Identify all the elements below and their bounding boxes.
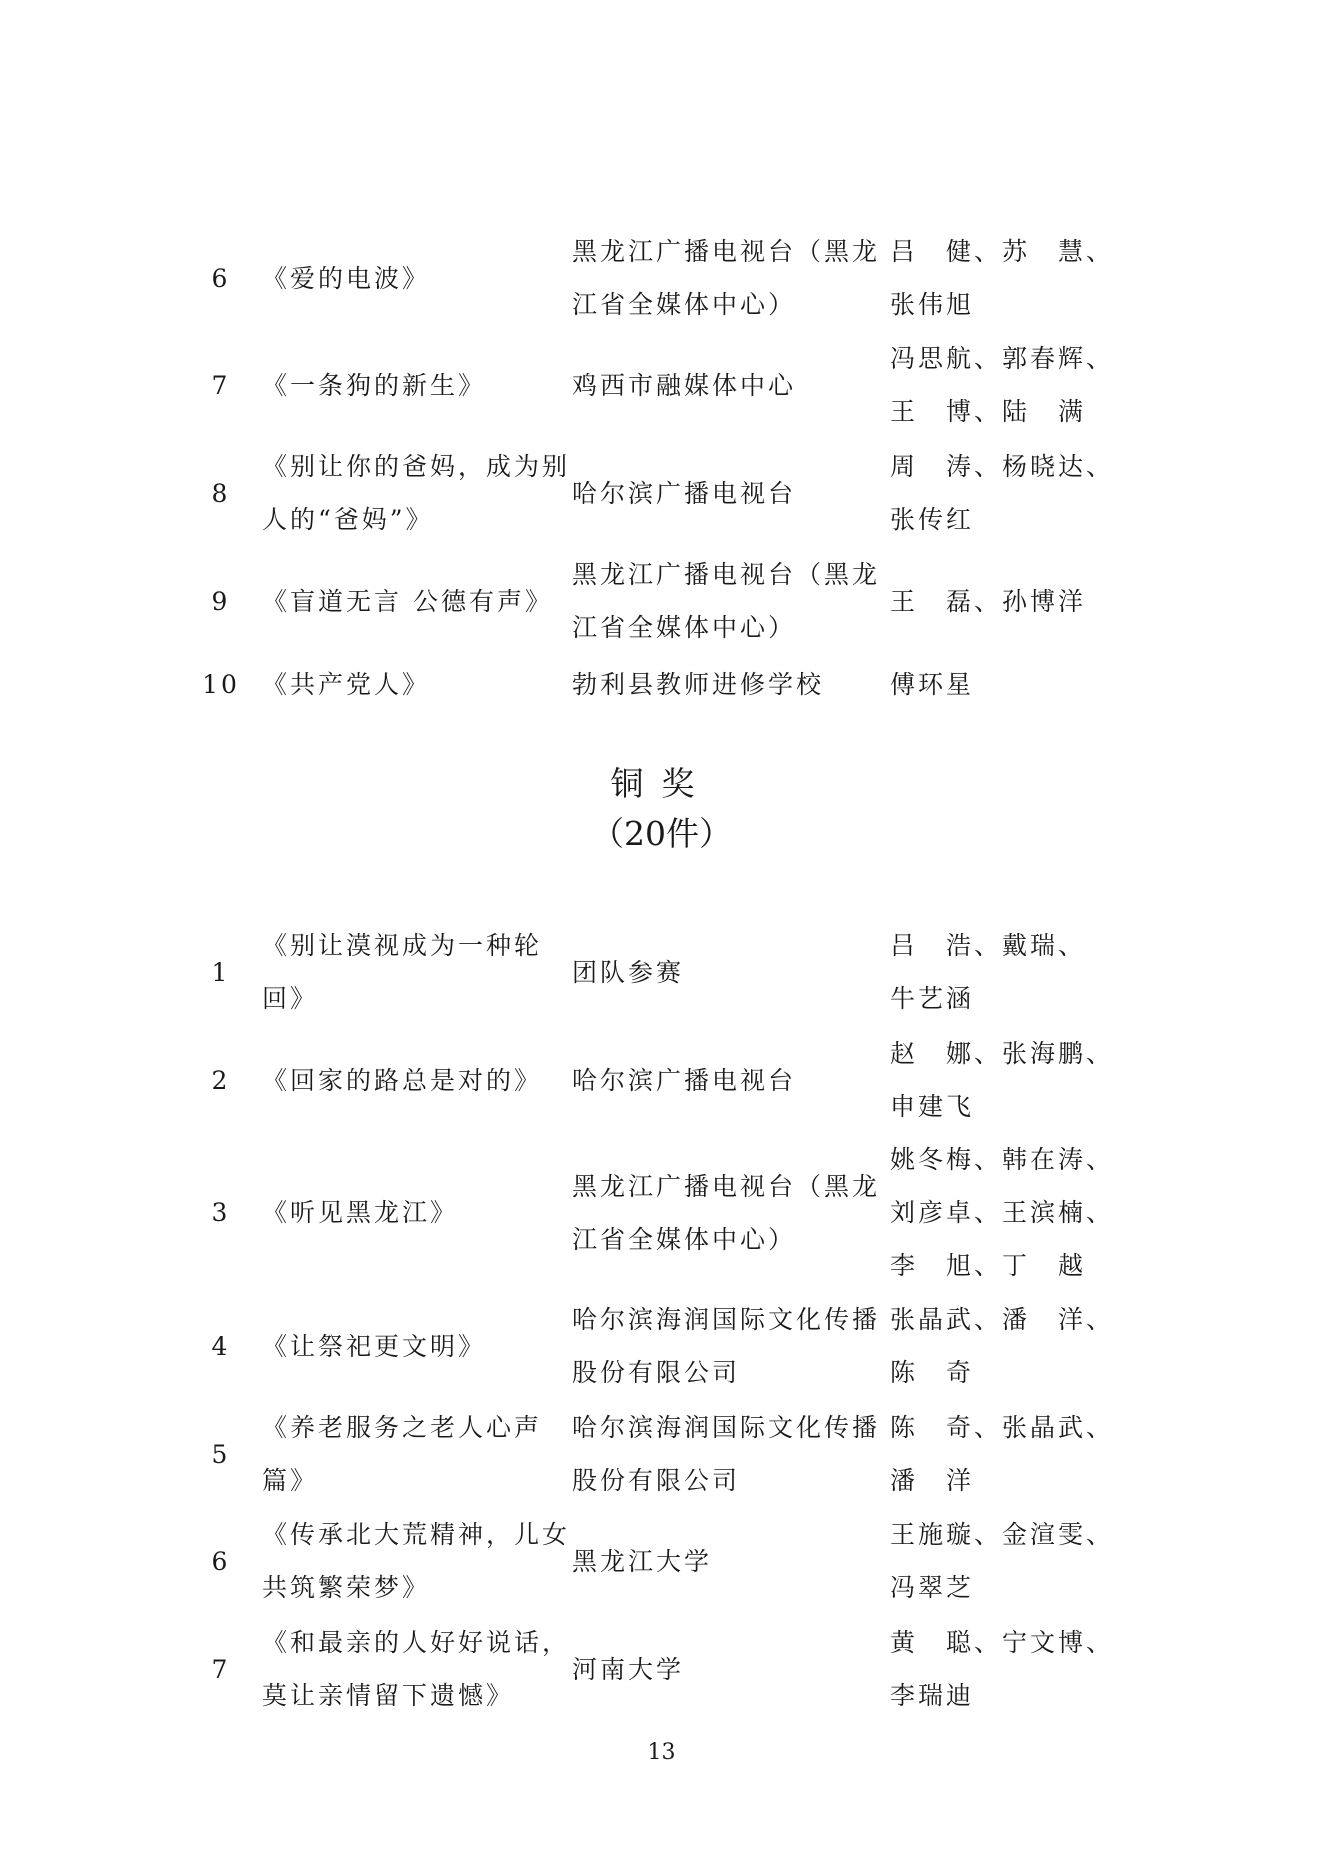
entry-organization-line: 黑龙江大学 [572, 1546, 713, 1576]
entry-number-line: 10 [202, 669, 240, 699]
entry-title [262, 1292, 562, 1400]
entry-title-line: 《别让漠视成为一种轮 [262, 931, 543, 960]
entry-organization-line: 股份有限公司 [572, 1358, 741, 1387]
entry-organization [572, 548, 882, 654]
entry-number [200, 1133, 242, 1292]
entry-authors-line: 冯翠芝 [890, 1573, 975, 1602]
entry-title [262, 918, 562, 1026]
entry-authors-line: 陈 奇、张晶武、 [890, 1413, 1115, 1442]
entry-organization [572, 332, 882, 438]
entry-number [200, 1615, 242, 1723]
entry-title-line: 篇》 [262, 1466, 319, 1495]
entry-authors [890, 1292, 1120, 1400]
entry-number-line: 4 [211, 1331, 231, 1361]
entry-number-line: 8 [211, 478, 231, 508]
entry-organization [572, 1400, 882, 1508]
entry-organization [572, 1507, 882, 1615]
entry-organization [572, 1292, 882, 1400]
entry-organization-line: 黑龙江广播电视台（黑龙 [572, 237, 881, 266]
entry-organization-line: 鸡西市融媒体中心 [572, 370, 797, 400]
entry-organization [572, 225, 882, 331]
entry-organization [572, 918, 882, 1026]
table-row [0, 918, 1323, 1026]
entry-organization-line: 哈尔滨海润国际文化传播 [572, 1305, 881, 1334]
entry-title-line: 人的“爸妈”》 [262, 505, 434, 534]
entry-title [262, 225, 562, 331]
entry-number [200, 1292, 242, 1400]
entry-authors-line: 申建飞 [890, 1092, 975, 1121]
entry-authors-line: 傅环星 [890, 669, 975, 699]
entry-organization-line: 哈尔滨海润国际文化传播 [572, 1413, 881, 1442]
entry-organization [572, 1133, 882, 1292]
entry-title-line: 《共产党人》 [262, 669, 431, 699]
entry-authors [890, 1400, 1120, 1508]
entry-number-line: 6 [211, 263, 231, 293]
entry-title [262, 1026, 562, 1134]
entry-authors [890, 655, 1120, 713]
entry-number-line: 2 [211, 1065, 231, 1095]
entry-number-line: 5 [211, 1439, 231, 1469]
entry-title-line: 《让祭祀更文明》 [262, 1331, 487, 1361]
entry-authors-line: 周 涛、杨晓达、 [890, 452, 1115, 481]
entry-organization [572, 655, 882, 713]
entry-number-line: 1 [211, 957, 231, 987]
entry-authors-line: 陈 奇 [890, 1358, 975, 1387]
entry-title-line: 《听见黑龙江》 [262, 1198, 459, 1227]
entry-authors-line: 张传红 [890, 505, 975, 534]
entry-authors-line: 王 磊、孙博洋 [890, 586, 1087, 616]
entry-title [262, 1507, 571, 1615]
entry-number [200, 1507, 242, 1615]
entry-organization [572, 1615, 882, 1723]
table-row [0, 655, 1323, 713]
table-row [0, 1507, 1323, 1615]
entry-authors [890, 1507, 1120, 1615]
table-row [0, 1400, 1323, 1508]
entry-number [200, 332, 242, 438]
entry-number-line: 7 [211, 1654, 231, 1684]
entry-number [200, 225, 242, 331]
entry-title-line: 莫让亲情留下遗憾》 [262, 1681, 515, 1710]
entry-number [200, 1026, 242, 1134]
entry-authors-line: 李 旭、丁 越 [890, 1251, 1087, 1280]
section-count: （20件） [591, 814, 732, 853]
entry-organization-line: 勃利县教师进修学校 [572, 669, 825, 699]
entry-authors-line: 王施璇、金渲雯、 [890, 1520, 1115, 1549]
entry-organization-line: 江省全媒体中心） [572, 290, 797, 319]
entry-title [262, 548, 562, 654]
entry-number [200, 655, 242, 713]
entry-authors [890, 440, 1120, 546]
entry-title-line: 《回家的路总是对的》 [262, 1065, 543, 1095]
entry-organization [572, 1026, 882, 1134]
entry-number-line: 3 [211, 1198, 231, 1227]
entry-organization-line: 江省全媒体中心） [572, 1224, 797, 1254]
entry-authors-line: 张伟旭 [890, 290, 975, 319]
entry-title-line: 《一条狗的新生》 [262, 370, 487, 400]
entry-organization-line: 哈尔滨广播电视台 [572, 478, 797, 508]
entry-organization-line: 团队参赛 [572, 957, 685, 987]
entry-authors-line: 刘彦卓、王滨楠、 [890, 1198, 1115, 1227]
page-number: 13 [647, 1740, 676, 1765]
entry-number-line: 6 [211, 1546, 231, 1576]
entry-organization-line: 黑龙江广播电视台（黑龙 [572, 1171, 881, 1201]
entry-title-line: 《传承北大荒精神，儿女 [262, 1520, 571, 1549]
entry-authors [890, 918, 1120, 1026]
entry-authors-line: 吕 健、苏 慧、 [890, 237, 1115, 266]
entry-organization [572, 440, 882, 546]
entry-number [200, 548, 242, 654]
table-row [0, 1292, 1323, 1400]
entry-title-line: 共筑繁荣梦》 [262, 1573, 431, 1602]
entry-authors-line: 黄 聪、宁文博、 [890, 1628, 1115, 1657]
entry-title [262, 1400, 562, 1508]
entry-title [262, 332, 562, 438]
entry-title-line: 《别让你的爸妈，成为别 [262, 452, 571, 481]
table-row [0, 1615, 1323, 1723]
table-row [0, 1026, 1323, 1134]
entry-organization-line: 黑龙江广播电视台（黑龙 [572, 560, 881, 589]
table-row [0, 548, 1323, 654]
entry-title [262, 1133, 562, 1292]
entry-authors [890, 1615, 1120, 1723]
entry-title-line: 《爱的电波》 [262, 263, 431, 293]
table-row [0, 440, 1323, 546]
table-row [0, 332, 1323, 438]
entry-title-line: 《和最亲的人好好说话， [262, 1628, 571, 1657]
table-row [0, 1133, 1323, 1292]
entry-authors [890, 225, 1120, 331]
entry-number-line: 7 [211, 370, 231, 400]
entry-authors-line: 姚冬梅、韩在涛、 [890, 1145, 1115, 1174]
entry-authors-line: 冯思航、郭春辉、 [890, 344, 1115, 373]
entry-authors-line: 吕 浩、戴瑞、 [890, 931, 1087, 960]
entry-authors [890, 548, 1120, 654]
entry-organization-line: 哈尔滨广播电视台 [572, 1065, 797, 1095]
entry-authors [890, 1133, 1120, 1292]
entry-authors-line: 赵 娜、张海鹏、 [890, 1039, 1115, 1068]
entry-title-line: 回》 [262, 984, 319, 1013]
entry-title-line: 《养老服务之老人心声 [262, 1413, 543, 1442]
entry-authors [890, 332, 1120, 438]
entry-authors-line: 牛艺涵 [890, 984, 975, 1013]
entry-number [200, 1400, 242, 1508]
entry-authors-line: 王 博、陆 满 [890, 397, 1087, 426]
entry-title [262, 440, 571, 546]
entry-organization-line: 江省全媒体中心） [572, 613, 797, 642]
entry-number-line: 9 [211, 586, 231, 616]
entry-title [262, 1615, 571, 1723]
entry-number [200, 440, 242, 546]
section-heading-bronze: 铜奖 [610, 764, 713, 803]
entry-title [262, 655, 562, 713]
entry-authors [890, 1026, 1120, 1134]
entry-authors-line: 张晶武、潘 洋、 [890, 1305, 1115, 1334]
entry-title-line: 《盲道无言 公德有声》 [262, 586, 553, 616]
entry-organization-line: 股份有限公司 [572, 1466, 741, 1495]
entry-authors-line: 潘 洋 [890, 1466, 975, 1495]
entry-organization-line: 河南大学 [572, 1654, 685, 1684]
table-row [0, 225, 1323, 331]
entry-number [200, 918, 242, 1026]
entry-authors-line: 李瑞迪 [890, 1681, 975, 1710]
